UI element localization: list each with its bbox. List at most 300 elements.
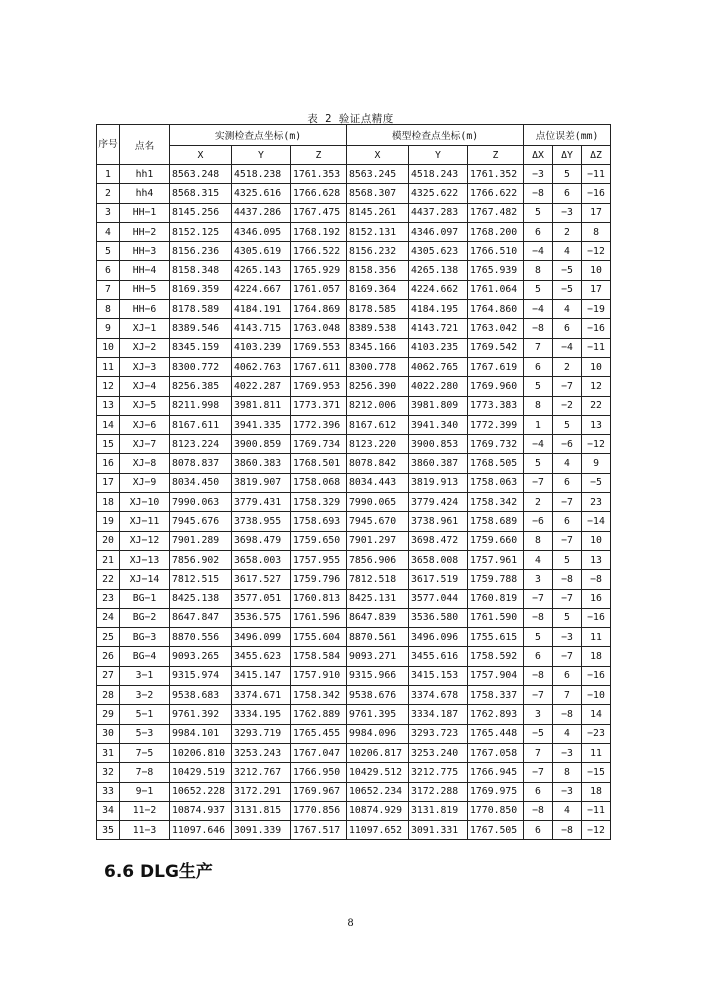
cell-measured-z: 1766.628 [291, 184, 347, 203]
cell-measured-y: 4143.715 [232, 319, 291, 338]
cell-model-z: 1765.448 [468, 724, 524, 743]
cell-model-z: 1769.542 [468, 338, 524, 357]
cell-index: 23 [97, 589, 120, 608]
cell-model-x: 9315.966 [347, 666, 409, 685]
cell-dy: −8 [553, 705, 582, 724]
cell-measured-z: 1755.604 [291, 628, 347, 647]
cell-dy: 5 [553, 608, 582, 627]
cell-model-x: 8178.585 [347, 300, 409, 319]
cell-dy: −7 [553, 589, 582, 608]
table-row [97, 608, 611, 627]
cell-point-name: 7−8 [120, 763, 170, 782]
cell-dx: −4 [524, 300, 553, 319]
cell-dy: 2 [553, 357, 582, 376]
cell-index: 12 [97, 377, 120, 396]
cell-dy: −3 [553, 628, 582, 647]
cell-model-z: 1758.592 [468, 647, 524, 666]
header-name: 点名 [120, 125, 170, 165]
cell-dz: 13 [582, 550, 611, 569]
cell-point-name: XJ−5 [120, 396, 170, 415]
cell-dy: 6 [553, 512, 582, 531]
cell-point-name: BG−2 [120, 608, 170, 627]
cell-measured-y: 3253.243 [232, 743, 291, 762]
cell-model-z: 1768.505 [468, 454, 524, 473]
cell-model-y: 3698.472 [409, 531, 468, 550]
cell-measured-x: 9315.974 [170, 666, 232, 685]
cell-dz: 17 [582, 203, 611, 222]
cell-dx: 1 [524, 415, 553, 434]
cell-point-name: BG−1 [120, 589, 170, 608]
cell-point-name: XJ−14 [120, 570, 170, 589]
cell-measured-z: 1759.650 [291, 531, 347, 550]
table-row [97, 357, 611, 376]
cell-measured-x: 8123.224 [170, 435, 232, 454]
cell-dz: 16 [582, 589, 611, 608]
table-row [97, 705, 611, 724]
cell-measured-y: 3334.195 [232, 705, 291, 724]
cell-dy: 4 [553, 724, 582, 743]
table-row [97, 686, 611, 705]
cell-measured-z: 1759.796 [291, 570, 347, 589]
cell-dz: 14 [582, 705, 611, 724]
cell-point-name: 9−1 [120, 782, 170, 801]
cell-measured-y: 3293.719 [232, 724, 291, 743]
section-heading: 6.6 DLG生产 [104, 862, 213, 882]
cell-measured-y: 3577.051 [232, 589, 291, 608]
header-model-z: Z [468, 146, 524, 165]
cell-measured-x: 8563.248 [170, 165, 232, 184]
cell-dy: −7 [553, 377, 582, 396]
cell-measured-z: 1768.192 [291, 222, 347, 241]
cell-measured-x: 8300.772 [170, 357, 232, 376]
cell-measured-z: 1760.813 [291, 589, 347, 608]
cell-measured-z: 1761.353 [291, 165, 347, 184]
cell-dx: 6 [524, 357, 553, 376]
cell-point-name: 7−5 [120, 743, 170, 762]
cell-dz: 18 [582, 782, 611, 801]
header-measured-y: Y [232, 146, 291, 165]
cell-model-z: 1758.342 [468, 493, 524, 512]
cell-model-y: 3577.044 [409, 589, 468, 608]
cell-index: 10 [97, 338, 120, 357]
cell-dx: 6 [524, 647, 553, 666]
cell-model-x: 8169.364 [347, 280, 409, 299]
cell-index: 18 [97, 493, 120, 512]
cell-model-y: 3334.187 [409, 705, 468, 724]
cell-dz: −14 [582, 512, 611, 531]
cell-dz: −23 [582, 724, 611, 743]
table-row [97, 782, 611, 801]
cell-dz: 10 [582, 261, 611, 280]
cell-measured-y: 4022.287 [232, 377, 291, 396]
cell-model-z: 1773.383 [468, 396, 524, 415]
cell-measured-y: 3860.383 [232, 454, 291, 473]
cell-model-x: 8870.561 [347, 628, 409, 647]
cell-measured-x: 8145.256 [170, 203, 232, 222]
cell-model-x: 9093.271 [347, 647, 409, 666]
table-row [97, 338, 611, 357]
cell-dz: −11 [582, 165, 611, 184]
cell-measured-z: 1758.068 [291, 473, 347, 492]
cell-measured-x: 8158.348 [170, 261, 232, 280]
cell-dx: 4 [524, 550, 553, 569]
cell-index: 1 [97, 165, 120, 184]
cell-model-z: 1769.960 [468, 377, 524, 396]
cell-dx: 2 [524, 493, 553, 512]
cell-model-z: 1758.689 [468, 512, 524, 531]
cell-measured-z: 1767.517 [291, 821, 347, 840]
cell-dx: −5 [524, 724, 553, 743]
cell-dx: −7 [524, 589, 553, 608]
cell-model-x: 10429.512 [347, 763, 409, 782]
cell-measured-y: 3536.575 [232, 608, 291, 627]
cell-dz: −12 [582, 435, 611, 454]
cell-point-name: XJ−13 [120, 550, 170, 569]
cell-measured-x: 7901.289 [170, 531, 232, 550]
cell-model-x: 8078.842 [347, 454, 409, 473]
cell-measured-y: 3941.335 [232, 415, 291, 434]
cell-dx: 7 [524, 338, 553, 357]
cell-dx: 3 [524, 705, 553, 724]
cell-point-name: XJ−9 [120, 473, 170, 492]
cell-measured-z: 1770.856 [291, 801, 347, 820]
cell-model-x: 7945.670 [347, 512, 409, 531]
cell-measured-y: 4346.095 [232, 222, 291, 241]
cell-point-name: HH−4 [120, 261, 170, 280]
cell-dx: −4 [524, 435, 553, 454]
cell-measured-x: 8034.450 [170, 473, 232, 492]
cell-measured-y: 4062.763 [232, 357, 291, 376]
cell-measured-y: 3415.147 [232, 666, 291, 685]
cell-dy: 5 [553, 415, 582, 434]
cell-model-y: 4062.765 [409, 357, 468, 376]
header-index: 序号 [97, 125, 120, 165]
cell-model-y: 3253.240 [409, 743, 468, 762]
cell-dx: 6 [524, 222, 553, 241]
cell-measured-x: 10652.228 [170, 782, 232, 801]
cell-measured-x: 9093.265 [170, 647, 232, 666]
cell-measured-y: 3455.623 [232, 647, 291, 666]
cell-measured-x: 11097.646 [170, 821, 232, 840]
cell-model-x: 8145.261 [347, 203, 409, 222]
table-body [97, 165, 611, 840]
cell-model-y: 3819.913 [409, 473, 468, 492]
table-row [97, 512, 611, 531]
cell-model-x: 8123.220 [347, 435, 409, 454]
cell-model-y: 3617.519 [409, 570, 468, 589]
cell-model-y: 4103.235 [409, 338, 468, 357]
cell-index: 3 [97, 203, 120, 222]
cell-measured-z: 1766.522 [291, 242, 347, 261]
cell-model-z: 1761.352 [468, 165, 524, 184]
cell-measured-y: 3091.339 [232, 821, 291, 840]
cell-point-name: XJ−2 [120, 338, 170, 357]
cell-measured-z: 1767.047 [291, 743, 347, 762]
cell-point-name: XJ−8 [120, 454, 170, 473]
table-row [97, 319, 611, 338]
cell-index: 2 [97, 184, 120, 203]
cell-measured-z: 1762.889 [291, 705, 347, 724]
cell-point-name: HH−5 [120, 280, 170, 299]
cell-measured-z: 1757.955 [291, 550, 347, 569]
cell-model-x: 7812.518 [347, 570, 409, 589]
cell-dy: −7 [553, 493, 582, 512]
header-dy: ΔY [553, 146, 582, 165]
cell-model-z: 1766.622 [468, 184, 524, 203]
table-row [97, 377, 611, 396]
cell-index: 8 [97, 300, 120, 319]
table-row [97, 396, 611, 415]
cell-model-y: 3455.616 [409, 647, 468, 666]
cell-model-z: 1761.590 [468, 608, 524, 627]
cell-measured-z: 1768.501 [291, 454, 347, 473]
cell-model-z: 1772.399 [468, 415, 524, 434]
cell-model-x: 8256.390 [347, 377, 409, 396]
cell-dz: −19 [582, 300, 611, 319]
cell-dy: 8 [553, 763, 582, 782]
cell-measured-z: 1763.048 [291, 319, 347, 338]
cell-dy: 4 [553, 242, 582, 261]
cell-point-name: 3−1 [120, 666, 170, 685]
cell-model-y: 4437.283 [409, 203, 468, 222]
cell-dx: 5 [524, 454, 553, 473]
cell-point-name: 5−1 [120, 705, 170, 724]
cell-dx: −7 [524, 473, 553, 492]
cell-model-x: 9538.676 [347, 686, 409, 705]
cell-dz: 11 [582, 743, 611, 762]
cell-dy: 5 [553, 550, 582, 569]
cell-index: 34 [97, 801, 120, 820]
table-caption: 表 2 验证点精度 [307, 113, 394, 125]
cell-index: 32 [97, 763, 120, 782]
table-row [97, 589, 611, 608]
table-row [97, 184, 611, 203]
cell-model-x: 8156.232 [347, 242, 409, 261]
cell-model-x: 8034.443 [347, 473, 409, 492]
table-row [97, 473, 611, 492]
cell-model-x: 8158.356 [347, 261, 409, 280]
cell-dx: −3 [524, 165, 553, 184]
cell-model-z: 1767.058 [468, 743, 524, 762]
cell-model-z: 1763.042 [468, 319, 524, 338]
cell-measured-z: 1765.455 [291, 724, 347, 743]
header-model-y: Y [409, 146, 468, 165]
cell-model-y: 4265.138 [409, 261, 468, 280]
cell-model-z: 1759.788 [468, 570, 524, 589]
cell-model-y: 4325.622 [409, 184, 468, 203]
cell-dy: −3 [553, 782, 582, 801]
cell-measured-y: 3172.291 [232, 782, 291, 801]
cell-dx: 5 [524, 377, 553, 396]
table-row [97, 647, 611, 666]
cell-measured-z: 1769.967 [291, 782, 347, 801]
cell-dz: −12 [582, 821, 611, 840]
table-row [97, 165, 611, 184]
cell-dx: 6 [524, 821, 553, 840]
cell-dy: 5 [553, 165, 582, 184]
cell-point-name: XJ−6 [120, 415, 170, 434]
cell-measured-x: 8647.847 [170, 608, 232, 627]
cell-point-name: hh4 [120, 184, 170, 203]
cell-model-x: 10206.817 [347, 743, 409, 762]
cell-model-y: 3091.331 [409, 821, 468, 840]
cell-point-name: HH−2 [120, 222, 170, 241]
cell-model-z: 1760.819 [468, 589, 524, 608]
cell-model-z: 1765.939 [468, 261, 524, 280]
cell-measured-z: 1761.596 [291, 608, 347, 627]
cell-measured-z: 1758.329 [291, 493, 347, 512]
cell-index: 21 [97, 550, 120, 569]
table-row [97, 454, 611, 473]
cell-model-z: 1767.619 [468, 357, 524, 376]
cell-dz: −15 [582, 763, 611, 782]
cell-model-z: 1767.482 [468, 203, 524, 222]
table-row [97, 801, 611, 820]
cell-model-y: 4518.243 [409, 165, 468, 184]
cell-dz: −16 [582, 666, 611, 685]
cell-point-name: 11−2 [120, 801, 170, 820]
header-dz: ΔZ [582, 146, 611, 165]
cell-model-z: 1762.893 [468, 705, 524, 724]
cell-dz: −8 [582, 570, 611, 589]
cell-dz: −11 [582, 801, 611, 820]
cell-model-z: 1766.945 [468, 763, 524, 782]
cell-model-y: 4305.623 [409, 242, 468, 261]
cell-model-z: 1767.505 [468, 821, 524, 840]
cell-dx: −8 [524, 608, 553, 627]
cell-measured-x: 10874.937 [170, 801, 232, 820]
cell-model-y: 4143.721 [409, 319, 468, 338]
cell-index: 13 [97, 396, 120, 415]
cell-measured-z: 1758.693 [291, 512, 347, 531]
cell-index: 27 [97, 666, 120, 685]
cell-index: 19 [97, 512, 120, 531]
cell-index: 9 [97, 319, 120, 338]
cell-model-y: 3374.678 [409, 686, 468, 705]
cell-model-z: 1759.660 [468, 531, 524, 550]
cell-model-x: 8167.612 [347, 415, 409, 434]
cell-model-y: 3738.961 [409, 512, 468, 531]
cell-dz: −12 [582, 242, 611, 261]
cell-measured-z: 1765.929 [291, 261, 347, 280]
cell-model-y: 4184.195 [409, 300, 468, 319]
cell-index: 17 [97, 473, 120, 492]
cell-measured-y: 3617.527 [232, 570, 291, 589]
cell-dz: 23 [582, 493, 611, 512]
cell-dz: 13 [582, 415, 611, 434]
cell-measured-y: 4518.238 [232, 165, 291, 184]
cell-index: 28 [97, 686, 120, 705]
cell-measured-y: 4325.616 [232, 184, 291, 203]
cell-dy: 6 [553, 319, 582, 338]
cell-dx: 5 [524, 628, 553, 647]
table-row [97, 743, 611, 762]
cell-model-z: 1757.904 [468, 666, 524, 685]
cell-point-name: HH−1 [120, 203, 170, 222]
cell-dy: 6 [553, 184, 582, 203]
cell-model-y: 3779.424 [409, 493, 468, 512]
cell-measured-x: 8078.837 [170, 454, 232, 473]
cell-point-name: 3−2 [120, 686, 170, 705]
cell-model-y: 3860.387 [409, 454, 468, 473]
cell-model-x: 7990.065 [347, 493, 409, 512]
cell-dx: 3 [524, 570, 553, 589]
cell-model-y: 3941.340 [409, 415, 468, 434]
cell-dx: 5 [524, 203, 553, 222]
cell-measured-z: 1769.553 [291, 338, 347, 357]
cell-measured-y: 4265.143 [232, 261, 291, 280]
cell-measured-z: 1772.396 [291, 415, 347, 434]
cell-index: 7 [97, 280, 120, 299]
cell-point-name: XJ−1 [120, 319, 170, 338]
cell-measured-y: 3698.479 [232, 531, 291, 550]
cell-measured-z: 1773.371 [291, 396, 347, 415]
cell-measured-y: 3981.811 [232, 396, 291, 415]
cell-dz: −16 [582, 319, 611, 338]
cell-index: 14 [97, 415, 120, 434]
cell-measured-z: 1761.057 [291, 280, 347, 299]
cell-measured-x: 8167.611 [170, 415, 232, 434]
cell-dy: −5 [553, 280, 582, 299]
header-measured-x: X [170, 146, 232, 165]
cell-model-y: 3293.723 [409, 724, 468, 743]
cell-dx: −8 [524, 184, 553, 203]
cell-model-z: 1769.975 [468, 782, 524, 801]
table-row [97, 550, 611, 569]
cell-model-x: 9984.096 [347, 724, 409, 743]
cell-model-x: 8300.778 [347, 357, 409, 376]
header-measured: 实测检查点坐标(m) [170, 125, 347, 146]
cell-dx: −8 [524, 801, 553, 820]
cell-measured-y: 3658.003 [232, 550, 291, 569]
cell-measured-x: 8169.359 [170, 280, 232, 299]
cell-dy: −5 [553, 261, 582, 280]
cell-dy: −7 [553, 647, 582, 666]
cell-measured-x: 8156.236 [170, 242, 232, 261]
cell-model-x: 8389.538 [347, 319, 409, 338]
cell-point-name: XJ−11 [120, 512, 170, 531]
cell-model-x: 8647.839 [347, 608, 409, 627]
cell-model-z: 1761.064 [468, 280, 524, 299]
cell-dx: −7 [524, 686, 553, 705]
cell-measured-z: 1757.910 [291, 666, 347, 685]
cell-point-name: HH−3 [120, 242, 170, 261]
cell-dz: −16 [582, 608, 611, 627]
cell-point-name: XJ−10 [120, 493, 170, 512]
cell-measured-x: 10429.519 [170, 763, 232, 782]
header-model-x: X [347, 146, 409, 165]
table-row [97, 628, 611, 647]
cell-measured-x: 8568.315 [170, 184, 232, 203]
cell-measured-x: 8425.138 [170, 589, 232, 608]
verification-accuracy-table [96, 124, 611, 840]
cell-dy: 4 [553, 300, 582, 319]
cell-dy: 4 [553, 454, 582, 473]
cell-dz: −10 [582, 686, 611, 705]
cell-model-z: 1764.860 [468, 300, 524, 319]
cell-point-name: HH−6 [120, 300, 170, 319]
cell-measured-x: 8870.556 [170, 628, 232, 647]
cell-measured-y: 4224.667 [232, 280, 291, 299]
cell-measured-x: 8389.546 [170, 319, 232, 338]
cell-index: 16 [97, 454, 120, 473]
cell-measured-y: 3212.767 [232, 763, 291, 782]
cell-measured-x: 7990.063 [170, 493, 232, 512]
cell-model-z: 1758.063 [468, 473, 524, 492]
cell-dx: −8 [524, 666, 553, 685]
cell-model-x: 8345.166 [347, 338, 409, 357]
cell-measured-x: 9984.101 [170, 724, 232, 743]
